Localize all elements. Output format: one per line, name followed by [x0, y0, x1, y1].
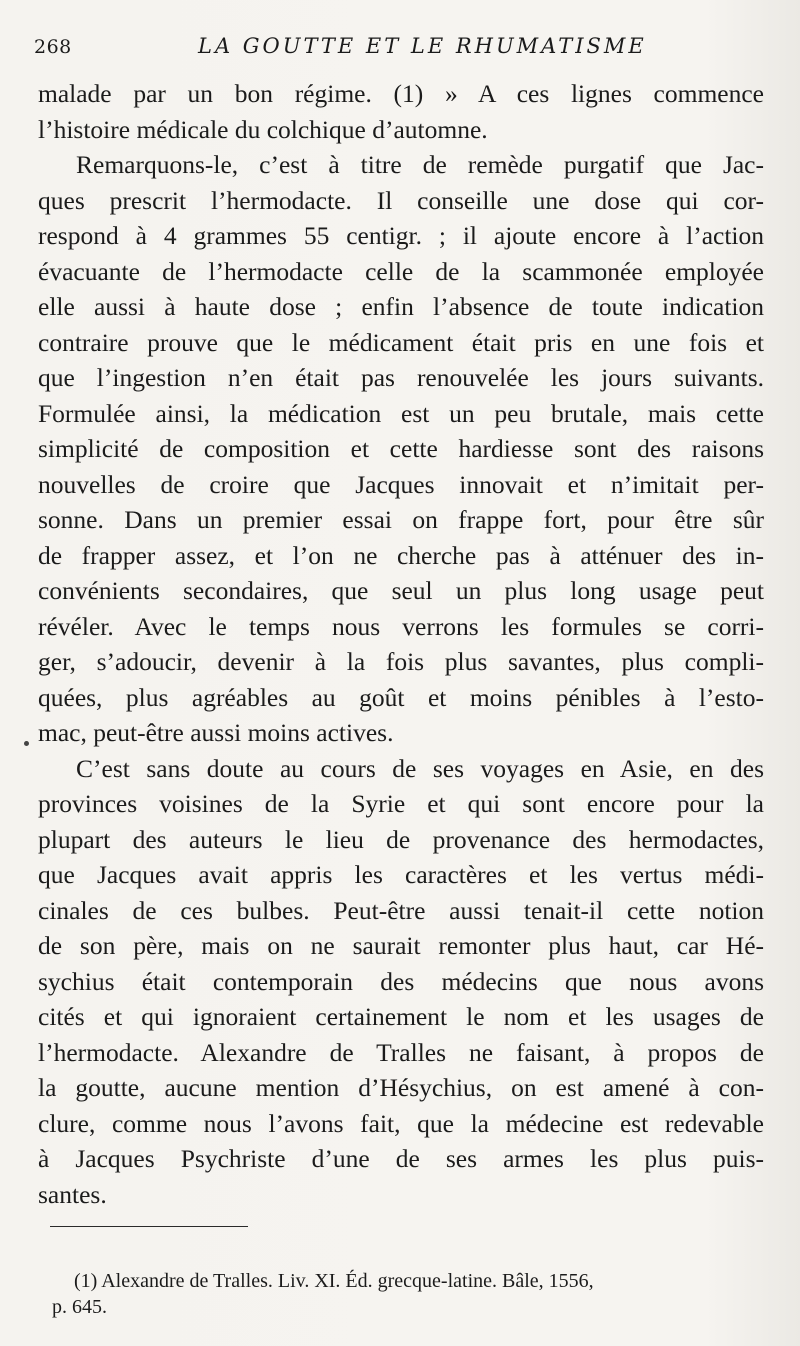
margin-mark [24, 741, 29, 746]
text-line: contraire prouve que le médicament était pris en une fois et [38, 327, 764, 357]
text-line: provinces voisines de la Syrie et qui sont encore pour la [38, 789, 764, 818]
text-line: nouvelles de croire que Jacques innovait et n’imitait per- [38, 469, 764, 499]
footnote-divider [50, 1226, 248, 1227]
text-line: l’histoire médicale du colchique d’automne. [38, 114, 488, 144]
text-line: elle aussi à haute dose ; enfin l’absence de toute indication [38, 292, 764, 321]
text-line: Formulée ainsi, la médication est un peu brutale, mais cette [38, 398, 764, 428]
footnote-line: (1) Alexandre de Tralles. Liv. XI. Éd. grecque-latine. Bâle, 1556, [74, 1270, 594, 1292]
text-line: de frapper assez, et l’on ne cherche pas à atténuer des in- [38, 540, 764, 570]
text-line: la goutte, aucune mention d’Hésychius, on est amené à con- [38, 1073, 764, 1102]
text-line: à Jacques Psychriste d’une de ses armes les plus puis- [38, 1144, 764, 1173]
text-line: révéler. Avec le temps nous verrons les formules se corri- [38, 611, 764, 641]
text-line: Remarquons-le, c’est à titre de remède purgatif que Jac- [76, 150, 764, 179]
text-line: mac, peut-être aussi moins actives. [38, 718, 394, 747]
text-line: sonne. Dans un premier essai on frappe fort, pour être sûr [38, 505, 764, 534]
footnote-line: p. 645. [52, 1296, 107, 1318]
text-line: cinales de ces bulbes. Peut-être aussi tenait-il cette notion [38, 895, 764, 925]
text-line: simplicité de composition et cette hardiesse sont des raisons [38, 434, 764, 463]
text-line: cités et qui ignoraient certainement le nom et les usages de [38, 1002, 764, 1031]
footnotes [52, 1268, 782, 1320]
text-line: santes. [38, 1179, 107, 1209]
text-line: C’est sans doute au cours de ses voyages en Asie, en des [76, 753, 764, 783]
text-line: ques prescrit l’hermodacte. Il conseille une dose qui cor- [38, 185, 764, 215]
text-line: ger, s’adoucir, devenir à la fois plus savantes, plus compli- [38, 647, 764, 676]
text-line: convénients secondaires, que seul un plus long usage peut [38, 576, 764, 605]
text-line: de son père, mais on ne saurait remonter plus haut, car Hé- [38, 931, 764, 960]
text-line: sychius était contemporain des médecins que nous avons [38, 966, 764, 996]
text-line: clure, comme nous l’avons fait, que la médecine est redevable [38, 1108, 764, 1138]
text-line: malade par un bon régime. (1) » A ces lignes commence [38, 79, 764, 108]
text-line: que Jacques avait appris les caractères et les vertus médi- [38, 860, 764, 889]
text-line: que l’ingestion n’en était pas renouvelée les jours suivants. [38, 363, 764, 392]
page-number: 268 [34, 36, 72, 58]
running-title: LA GOUTTE ET LE RHUMATISME [198, 34, 647, 58]
text-line: respond à 4 grammes 55 centigr. ; il ajoute encore à l’action [38, 221, 764, 250]
text-line: plupart des auteurs le lieu de provenance des hermodactes, [38, 824, 764, 854]
body-text [38, 76, 764, 1212]
page-header [34, 32, 764, 66]
text-line: l’hermodacte. Alexandre de Tralles ne faisant, à propos de [38, 1037, 764, 1067]
text-line: évacuante de l’hermodacte celle de la scammonée employée [38, 256, 764, 286]
text-line: quées, plus agréables au goût et moins pénibles à l’esto- [38, 682, 764, 712]
